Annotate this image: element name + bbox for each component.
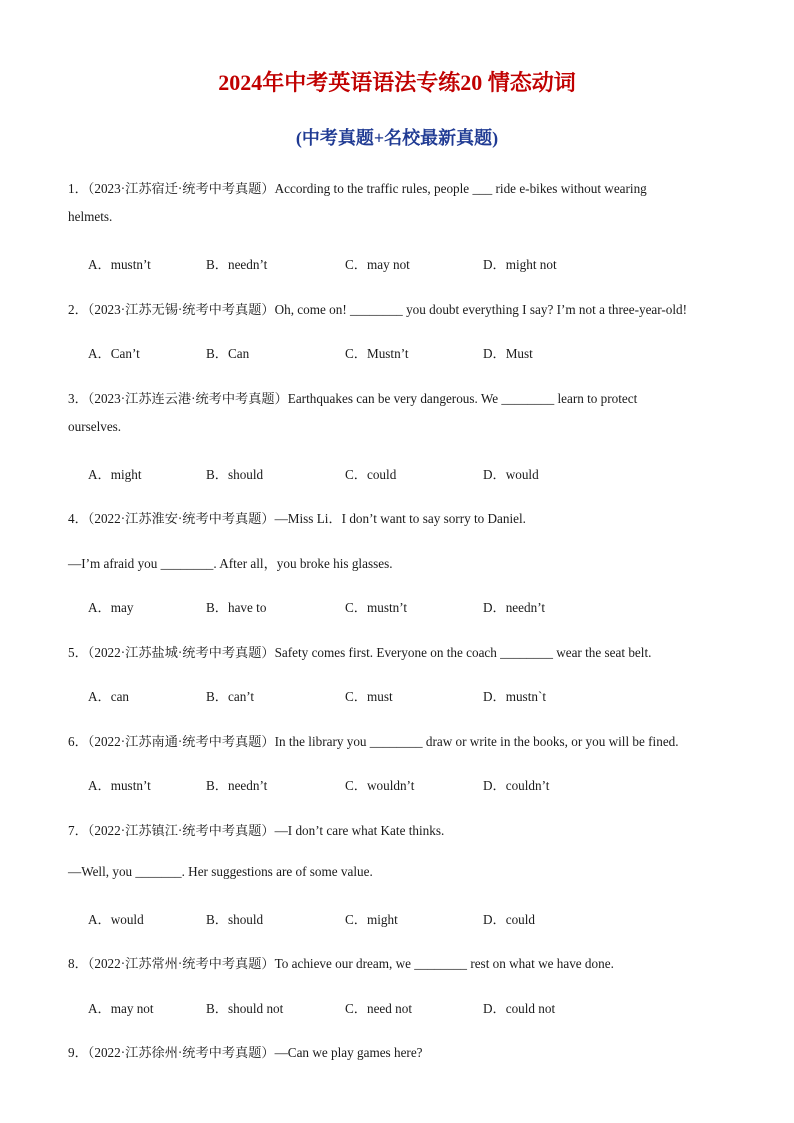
question-4-option-c: C．mustn’t [345,600,408,615]
question-6-options [88,775,748,795]
page-title: 2024年中考英语语法专练20 情态动词 [218,70,576,95]
question-7-option-b: B．should [206,912,264,927]
question-8-option-b: B．should not [206,1001,284,1016]
question-6-option-a: A．mustn’t [88,778,151,793]
question-5-option-b: B．can’t [206,689,255,704]
question-3-line-1: 3．（2023·江苏连云港·统考中考真题）Earthquakes can be very dangerous. We ________ learn to protect [68,391,638,406]
question-2-option-d: D．Must [483,346,533,361]
question-6-option-c: C．wouldn’t [345,778,415,793]
question-2-options [88,343,748,363]
question-3-option-d: D．would [483,467,539,482]
question-5-line-1: 5．（2022·江苏盐城·统考中考真题）Safety comes first. Everyone on the coach ________ wear the seat belt. [68,645,652,660]
question-2-option-b: B．Can [206,346,250,361]
question-6-option-d: D．couldn’t [483,778,550,793]
question-3-options [88,464,748,484]
question-5-option-d: D．mustn`t [483,689,547,704]
question-7-option-a: A．would [88,912,144,927]
question-1-options [88,254,748,274]
question-9-line-1: 9．（2022·江苏徐州·统考中考真题）—Can we play games here? [68,1045,423,1060]
question-2-line-1: 2．（2023·江苏无锡·统考中考真题）Oh, come on! ________ you doubt everything I say? I’m not a three-year-old! [68,302,688,317]
question-7-option-d: D．could [483,912,536,927]
question-2-option-c: C．Mustn’t [345,346,409,361]
question-7-options [88,909,748,929]
question-1-option-b: B．needn’t [206,257,268,272]
question-3-option-c: C．could [345,467,397,482]
question-1-option-d: D．might not [483,257,557,272]
question-8-line-1: 8．（2022·江苏常州·统考中考真题）To achieve our dream, we ________ rest on what we have done. [68,956,614,971]
question-8-options [88,998,748,1018]
question-1-option-a: A．mustn’t [88,257,151,272]
question-6-line-1: 6．（2022·江苏南通·统考中考真题）In the library you ________ draw or write in the books, or you will be fined. [68,734,679,749]
question-2-option-a: A．Can’t [88,346,140,361]
question-5-option-a: A．can [88,689,130,704]
question-5-option-c: C．must [345,689,393,704]
question-4-options [88,597,748,617]
question-7-option-c: C．might [345,912,398,927]
question-1-line-2: helmets. [68,209,113,224]
question-6-option-b: B．needn’t [206,778,268,793]
question-3-option-a: A．might [88,467,142,482]
question-3-line-2: ourselves. [68,419,122,434]
question-5-options [88,686,748,706]
page-subtitle: (中考真题+名校最新真题) [295,128,499,148]
question-7-line-1: 7．（2022·江苏镇江·统考中考真题）—I don’t care what Kate thinks. [68,823,445,838]
question-3-option-b: B．should [206,467,264,482]
question-8-option-a: A．may not [88,1001,154,1016]
question-1-option-c: C．may not [345,257,410,272]
question-4-option-b: B．have to [206,600,267,615]
question-8-option-c: C．need not [345,1001,413,1016]
question-4-line-1: 4．（2022·江苏淮安·统考中考真题）—Miss Li．I don’t want to say sorry to Daniel. [68,511,526,526]
question-4-option-d: D．needn’t [483,600,546,615]
question-4-line-2: —I’m afraid you ________. After all，you broke his glasses. [68,556,393,571]
question-7-line-2: —Well, you _______. Her suggestions are of some value. [68,864,373,879]
question-8-option-d: D．could not [483,1001,556,1016]
question-4-option-a: A．may [88,600,134,615]
question-1-line-1: 1．（2023·江苏宿迁·统考中考真题）According to the traffic rules, people ___ ride e-bikes without wearing [68,181,647,196]
